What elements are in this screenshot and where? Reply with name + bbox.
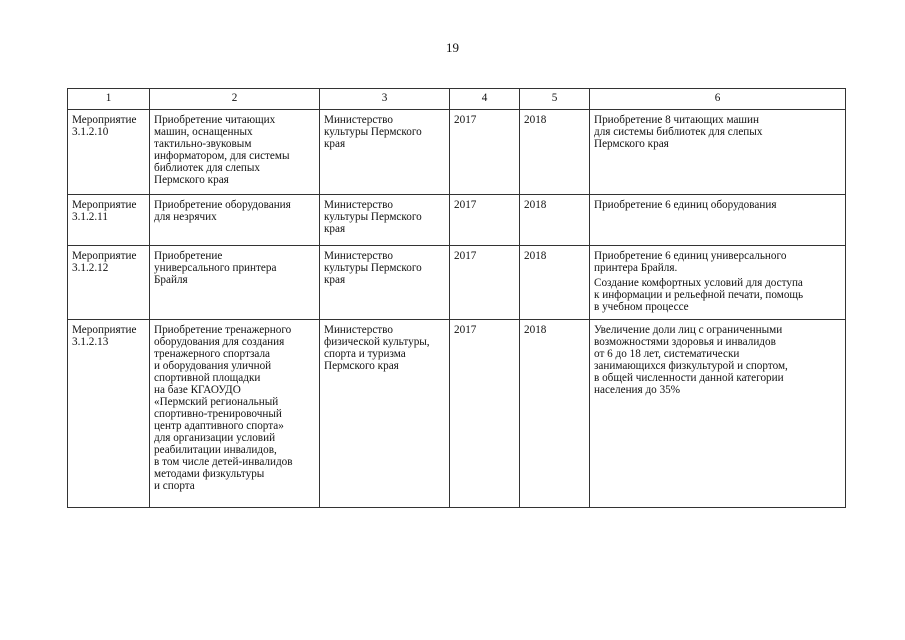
header-cell-2: 2 (150, 89, 320, 110)
measure-end-year: 2018 (520, 110, 590, 195)
measures-table (67, 88, 846, 508)
header-cell-3: 3 (320, 89, 450, 110)
measure-result (590, 320, 846, 508)
result-paragraph: Приобретение 6 единиц универсального принтера Брайля. (594, 250, 787, 274)
measure-executor: Министерство культуры Пермского края (320, 195, 450, 246)
measure-code: Мероприятие 3.1.2.11 (68, 195, 150, 246)
table-row (68, 246, 846, 320)
result-paragraph: Приобретение 6 единиц оборудования (594, 199, 777, 211)
measure-end-year: 2018 (520, 246, 590, 320)
page-number: 19 (446, 40, 459, 55)
measure-executor: Министерство физической культуры, спорта и туризма Пермского края (320, 320, 450, 508)
measure-name: Приобретение оборудования для незрячих (150, 195, 320, 246)
measure-result (590, 110, 846, 195)
measure-end-year: 2018 (520, 320, 590, 508)
measure-code: Мероприятие 3.1.2.12 (68, 246, 150, 320)
measure-code: Мероприятие 3.1.2.13 (68, 320, 150, 508)
measure-name: Приобретение читающих машин, оснащенных тактильно-звуковым информатором, для системы библиотек для слепых Пермского края (150, 110, 320, 195)
measure-code: Мероприятие 3.1.2.10 (68, 110, 150, 195)
measure-start-year: 2017 (450, 110, 520, 195)
measure-end-year: 2018 (520, 195, 590, 246)
table-row (68, 320, 846, 508)
measure-result (590, 246, 846, 320)
result-paragraph: Увеличение доли лиц с ограниченными возможностями здоровья и инвалидов от 6 до 18 лет, систематически занимающихся физкультурой и спортом, в общей численности данной категории населения до 35% (594, 324, 788, 396)
result-paragraph: Приобретение 8 читающих машин для системы библиотек для слепых Пермского края (594, 114, 763, 150)
header-cell-6: 6 (590, 89, 846, 110)
measure-executor: Министерство культуры Пермского края (320, 246, 450, 320)
measure-executor: Министерство культуры Пермского края (320, 110, 450, 195)
table-row (68, 110, 846, 195)
measure-result (590, 195, 846, 246)
measure-start-year: 2017 (450, 246, 520, 320)
table-row (68, 195, 846, 246)
header-cell-4: 4 (450, 89, 520, 110)
measure-name: Приобретение универсального принтера Брайля (150, 246, 320, 320)
table-header-row (68, 89, 846, 110)
measure-start-year: 2017 (450, 195, 520, 246)
result-paragraph: Создание комфортных условий для доступа к информации и рельефной печати, помощь в учебном процессе (594, 277, 804, 313)
measure-name: Приобретение тренажерного оборудования для создания тренажерного спортзала и оборудования уличной спортивной площадки на базе КГАОУДО «Пермский региональный спортивно-тренировочный центр адаптивного спорта» для организации условий реабилитации инвалидов, в том числе детей-инвалидов методами физкультуры и спорта (150, 320, 320, 508)
header-cell-5: 5 (520, 89, 590, 110)
header-cell-1: 1 (68, 89, 150, 110)
measure-start-year: 2017 (450, 320, 520, 508)
